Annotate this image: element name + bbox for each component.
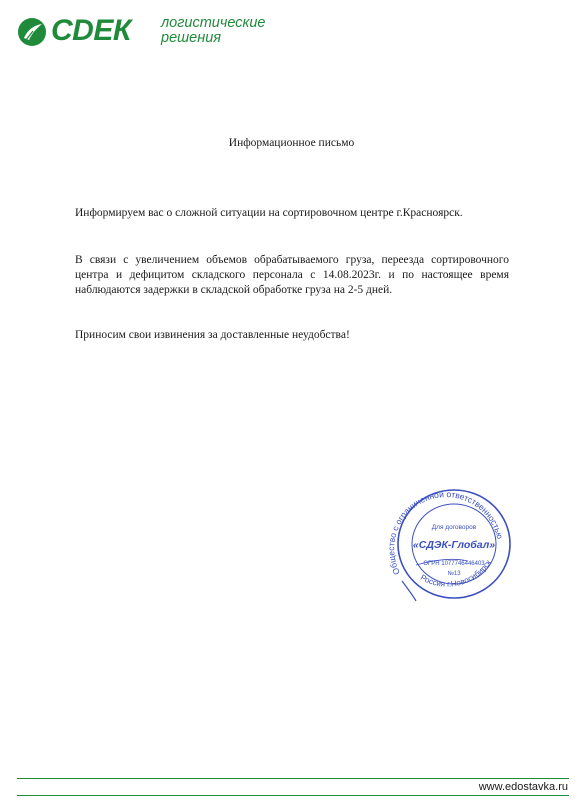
seal-outer-text: Общество с ограниченной ответственностью xyxy=(386,489,506,577)
footer-divider-top xyxy=(17,778,569,779)
letter-paragraph-1: Информируем вас о сложной ситуации на сортировочном центре г.Красноярск. xyxy=(75,207,463,219)
seal-bottom-text: Россия г.Новосибирск xyxy=(418,558,493,589)
letter-paragraph-3: Приносим свои извинения за доставленные неудобства! xyxy=(75,329,350,341)
logo-tagline-line2: решения xyxy=(161,30,222,46)
seal-ogrn: ОГРН 1077746446403 xyxy=(423,561,485,567)
letter-title: Информационное письмо xyxy=(228,137,355,149)
company-logo xyxy=(17,16,267,48)
logo-tagline-line1: логистические xyxy=(161,15,266,31)
company-seal-stamp xyxy=(380,485,520,603)
letter-paragraph-2: В связи с увеличением объемов обрабатываемого груза, переезда сортировочного центра и дефицитом складского персонала с 14.08.2023г. и по настоящее время наблюдаются задержки в складской обработке груза на 2-5 дней. xyxy=(75,254,509,296)
logo-brand: СDЕК xyxy=(51,14,131,47)
seal-company-name: «СДЭК-Глобал» xyxy=(412,539,496,551)
cdek-leaf-icon xyxy=(17,17,47,47)
logo-tagline xyxy=(161,16,271,46)
footer-website-url: www.edostavka.ru xyxy=(478,781,568,793)
footer-divider-bottom xyxy=(17,795,569,796)
seal-purpose: Для договоров xyxy=(431,524,477,531)
seal-number: №13 xyxy=(447,571,461,577)
